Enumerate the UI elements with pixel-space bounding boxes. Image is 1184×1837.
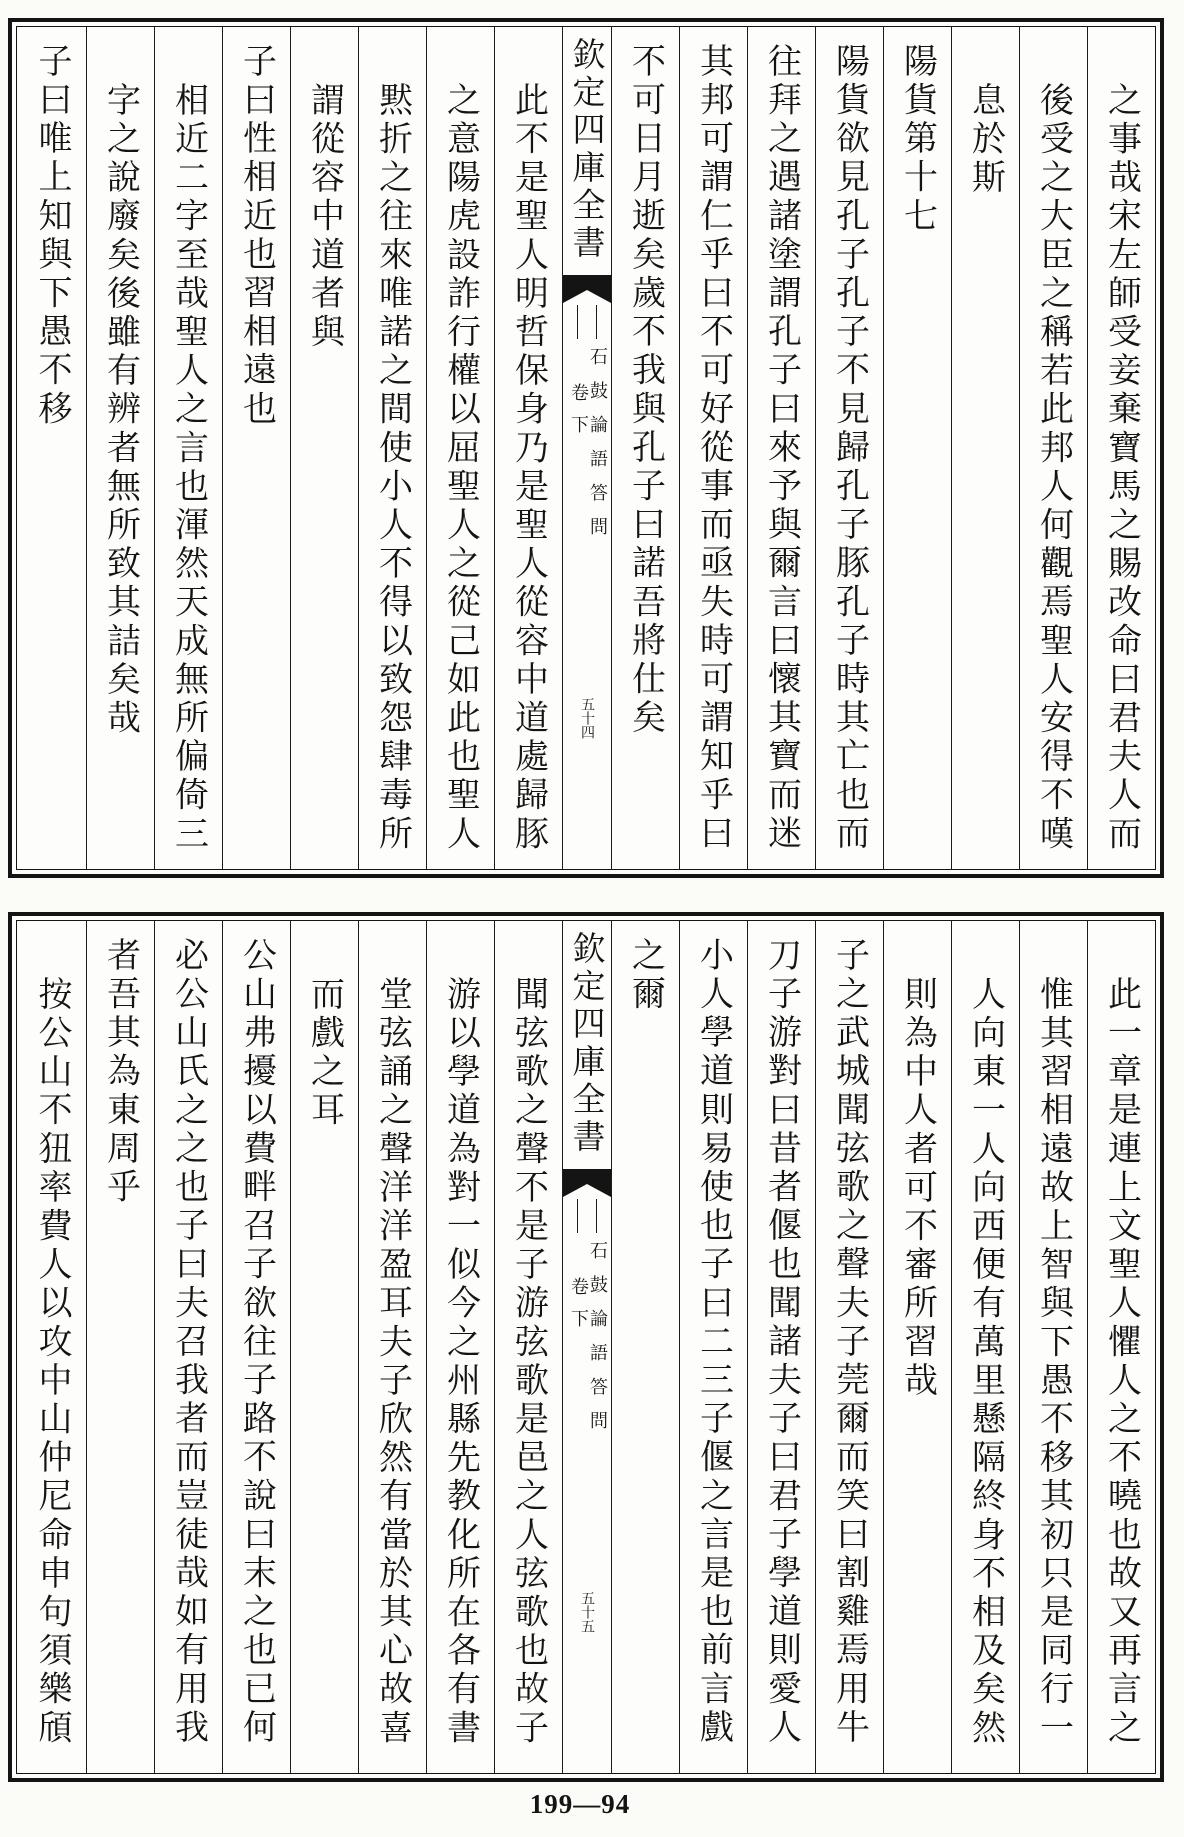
- margin-volume: 卷下: [568, 383, 589, 447]
- column-text: 黙折之往來唯諾之間使小人不得以致怨肆毒所: [372, 81, 413, 854]
- column-text: 往拜之遇諸塗謂孔子曰來予與爾言曰懷其寶而迷: [761, 43, 802, 854]
- column-text: 惟其習相遠故上智與下愚不移其初只是同行一: [1033, 975, 1074, 1748]
- margin-leaf-number: 五十五: [579, 1591, 595, 1633]
- column-text: 則為中人者可不審所習哉: [897, 975, 938, 1401]
- page-panel-top: [8, 18, 1164, 878]
- column-text: 字之說廢矣後雖有辨者無所致其詰矣哉: [100, 81, 141, 738]
- column-text: 息於斯: [965, 81, 1006, 198]
- text-column: [951, 27, 1019, 869]
- text-column: [358, 921, 426, 1773]
- column-text: 後受之大臣之稱若此邦人何觀焉聖人安得不嘆: [1033, 81, 1074, 854]
- page-panel-bottom: [8, 912, 1164, 1782]
- text-column: [154, 921, 222, 1773]
- text-column: [1019, 921, 1087, 1773]
- margin-book-title: 石鼓論語答問: [587, 347, 608, 551]
- column-text: 之事哉宋左師受妾棄寶馬之賜改命曰君夫人而: [1101, 81, 1142, 854]
- column-text: 之爾: [625, 937, 666, 1015]
- column-text: 其邦可謂仁乎曰不可好從事而亟失時可謂知乎曰: [693, 43, 734, 854]
- text-column: [815, 27, 883, 869]
- column-text: 陽貨欲見孔子孔子不見歸孔子豚孔子時其亡也而: [829, 43, 870, 854]
- center-margin-column: [562, 921, 611, 1773]
- text-column: [679, 921, 747, 1773]
- column-text: 堂弦誦之聲洋洋盈耳夫子欣然有當於其心故喜: [372, 975, 413, 1748]
- text-column: [494, 27, 562, 869]
- column-text: 按公山不狃率費人以攻中山仲尼命申句須樂頎: [32, 975, 72, 1748]
- margin-series-title: 欽定四庫全書: [567, 931, 607, 1157]
- text-column: [951, 921, 1019, 1773]
- chapter-heading: 陽貨第十七: [897, 43, 938, 236]
- text-column: [747, 27, 815, 869]
- scan-page-number: 199—94: [529, 1789, 631, 1819]
- column-text: 聞弦歌之聲不是子游弦歌是邑之人弦歌也故子: [508, 975, 549, 1748]
- column-text: 者吾其為東周乎: [100, 937, 141, 1208]
- text-column: [222, 27, 290, 869]
- text-column: [883, 921, 951, 1773]
- column-text: 謂從容中道者與: [304, 81, 345, 352]
- margin-leaf-number: 五十四: [579, 697, 595, 739]
- text-column: [426, 921, 494, 1773]
- margin-series-title: 欽定四庫全書: [567, 37, 607, 263]
- column-text: 不可日月逝矣歲不我與孔子曰諾吾將仕矣: [625, 43, 666, 738]
- column-text: 相近二字至哉聖人之言也渾然天成無所偏倚三: [168, 81, 209, 854]
- column-text: 之意陽虎設詐行權以屈聖人之從己如此也聖人: [440, 81, 481, 854]
- column-text: 子之武城聞弦歌之聲夫子莞爾而笑曰割雞焉用牛: [829, 937, 870, 1748]
- column-text: 公山弗擾以費畔召子欲往子路不說曰末之也已何: [236, 937, 277, 1748]
- column-text: 此不是聖人明哲保身乃是聖人從容中道處歸豚: [508, 81, 549, 854]
- column-text: 小人學道則易使也子曰二三子偃之言是也前言戲: [693, 937, 734, 1748]
- column-text: 此一章是連上文聖人懼人之不曉也故又再言之: [1101, 975, 1142, 1748]
- text-column: [358, 27, 426, 869]
- text-column: [679, 27, 747, 869]
- text-column: [86, 921, 154, 1773]
- chapter-heading-column: [883, 27, 951, 869]
- margin-rule: [596, 305, 597, 339]
- column-text: 子曰唯上知與下愚不移: [32, 43, 72, 429]
- fish-tail-ornament-icon: [563, 1169, 611, 1197]
- text-column: [1019, 27, 1087, 869]
- column-text: 子曰性相近也習相遠也: [236, 43, 277, 429]
- column-text: 人向東一人向西便有萬里懸隔終身不相及矣然: [965, 975, 1006, 1748]
- text-column: [290, 921, 358, 1773]
- text-column: [154, 27, 222, 869]
- text-column: [611, 921, 679, 1773]
- fish-tail-ornament-icon: [563, 275, 611, 303]
- text-column: [815, 921, 883, 1773]
- text-column: [747, 921, 815, 1773]
- margin-rule: [577, 305, 578, 339]
- margin-rule: [577, 1199, 578, 1233]
- text-column: [290, 27, 358, 869]
- column-text: 必公山氏之之也子曰夫召我者而豈徒哉如有用我: [168, 937, 209, 1748]
- text-column: [494, 921, 562, 1773]
- text-grid: [16, 26, 1156, 870]
- center-margin-column: [562, 27, 611, 869]
- text-column: [1087, 921, 1155, 1773]
- text-column: [18, 921, 86, 1773]
- text-column: [611, 27, 679, 869]
- margin-rule: [596, 1199, 597, 1233]
- text-column: [426, 27, 494, 869]
- column-text: 而戲之耳: [304, 975, 345, 1130]
- text-grid: [16, 920, 1156, 1774]
- text-column: [86, 27, 154, 869]
- column-text: 游以學道為對一似今之州縣先教化所在各有書: [440, 975, 481, 1748]
- text-column: [222, 921, 290, 1773]
- margin-book-title: 石鼓論語答問: [587, 1241, 608, 1445]
- column-text: 刀子游對曰昔者偃也聞諸夫子曰君子學道則愛人: [761, 937, 802, 1748]
- text-column: [18, 27, 86, 869]
- text-column: [1087, 27, 1155, 869]
- margin-volume: 卷下: [568, 1277, 589, 1341]
